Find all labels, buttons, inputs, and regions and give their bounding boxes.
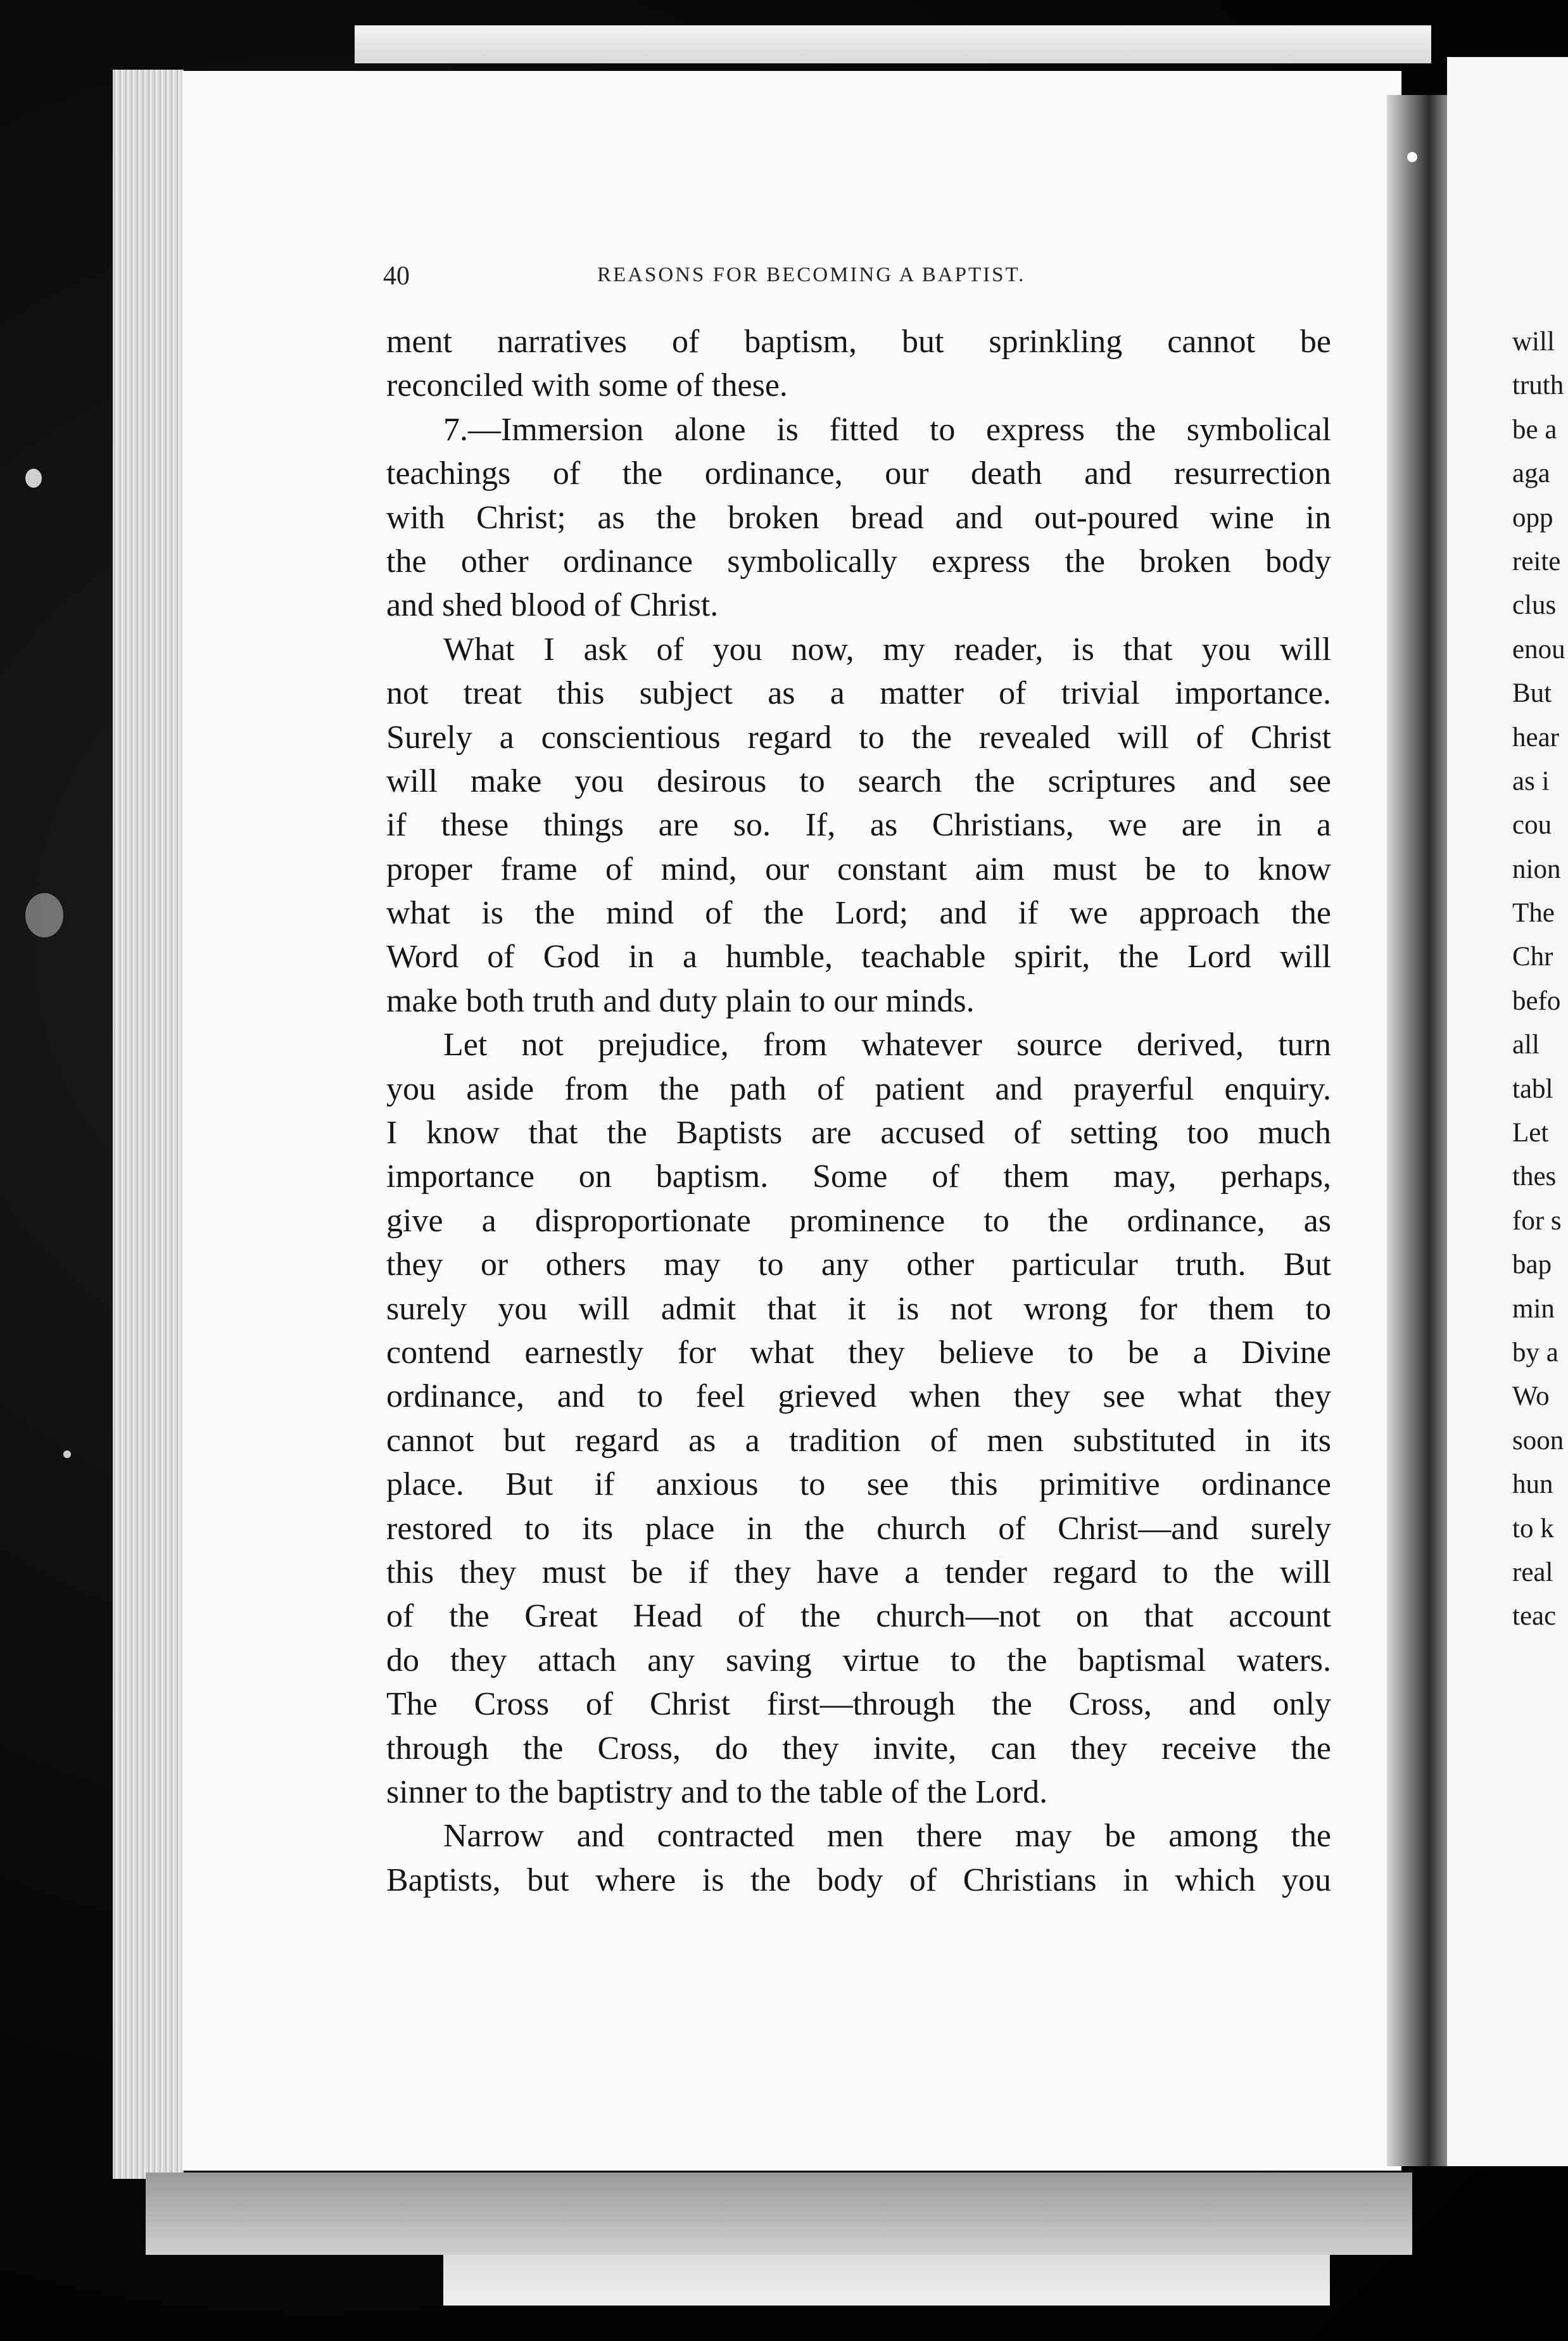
text-line: with Christ; as the broken bread and out-poured wine in (386, 499, 1331, 536)
facing-page-line: as i (1512, 766, 1550, 796)
running-head (383, 261, 1143, 296)
facing-page-line: soon (1512, 1425, 1564, 1456)
facing-page-line: But (1512, 678, 1552, 709)
facing-page-line: cou (1512, 810, 1552, 841)
text-line: will make you desirous to search the scriptures and see (386, 763, 1331, 799)
text-line: proper frame of mind, our constant aim must be to know (386, 851, 1331, 887)
facing-page-line: hear (1512, 722, 1559, 752)
facing-page-line: Let (1512, 1118, 1549, 1148)
text-line: make both truth and duty plain to our minds. (386, 982, 975, 1019)
text-line: ordinance, and to feel grieved when they see what they (386, 1378, 1331, 1415)
text-line: give a disproportionate prominence to the ordinance, as (386, 1202, 1331, 1239)
text-line: 7.—Immersion alone is fitted to express the symbolical (443, 411, 1331, 448)
facing-page-line: all (1512, 1030, 1540, 1060)
text-line: I know that the Baptists are accused of setting too much (386, 1115, 1331, 1151)
facing-page-line: befo (1512, 986, 1561, 1016)
facing-page-line: tabl (1512, 1074, 1553, 1104)
book-gutter (1387, 95, 1447, 2166)
facing-page-line: opp (1512, 502, 1553, 533)
text-line: surely you will admit that it is not wrong for them to (386, 1290, 1331, 1327)
facing-page-line: The (1512, 898, 1555, 929)
facing-page-line: nion (1512, 854, 1561, 884)
facing-page-line: Chr (1512, 942, 1553, 972)
facing-page-text (1512, 320, 1568, 1639)
text-line: Surely a conscientious regard to the revealed will of Christ (386, 719, 1331, 756)
text-line: The Cross of Christ first—through the Cross, and only (386, 1686, 1331, 1723)
text-line: of the Great Head of the church—not on that account (386, 1598, 1331, 1635)
text-line: cannot but regard as a tradition of men substituted in its (386, 1422, 1331, 1459)
text-line: contend earnestly for what they believe to be a Divine (386, 1334, 1331, 1371)
running-head-title: REASONS FOR BECOMING A BAPTIST. (597, 263, 1026, 286)
facing-page-line: aga (1512, 459, 1550, 489)
text-line: ment narratives of baptism, but sprinkling cannot be (386, 324, 1331, 360)
facing-page-line: reite (1512, 546, 1561, 576)
text-line: do they attach any saving virtue to the baptismal waters. (386, 1642, 1331, 1678)
scan-band-top (355, 25, 1431, 63)
facing-page-line: enou (1512, 634, 1565, 664)
text-line: sinner to the baptistry and to the table of the Lord. (386, 1773, 1048, 1810)
text-line: teachings of the ordinance, our death and resurrection (386, 455, 1331, 492)
text-line: you aside from the path of patient and prayerful enquiry. (386, 1070, 1331, 1107)
text-line: this they must be if they have a tender regard to the will (386, 1554, 1331, 1590)
facing-page-line: hun (1512, 1469, 1553, 1500)
page-body-text (386, 320, 1331, 1902)
text-line: Word of God in a humble, teachable spirit, the Lord will (386, 939, 1331, 975)
scan-speck (63, 1450, 71, 1458)
text-line: if these things are so. If, as Christians, we are in a (386, 807, 1331, 844)
text-line: Narrow and contracted men there may be among the (443, 1818, 1331, 1855)
text-line: what is the mind of the Lord; and if we approach the (386, 895, 1331, 932)
text-line: reconciled with some of these. (386, 367, 788, 404)
text-line: Let not prejudice, from whatever source derived, turn (443, 1027, 1331, 1063)
facing-page-line: real (1512, 1557, 1553, 1587)
text-line: the other ordinance symbolically express the broken body (386, 543, 1331, 580)
text-line: and shed blood of Christ. (386, 587, 719, 624)
text-line: not treat this subject as a matter of trivial importance. (386, 675, 1331, 712)
facing-page-line: Wo (1512, 1381, 1550, 1412)
facing-page-line: clus (1512, 590, 1557, 621)
text-line: restored to its place in the church of Christ—and surely (386, 1510, 1331, 1547)
text-line: importance on baptism. Some of them may, perhaps, (386, 1158, 1331, 1195)
text-line: they or others may to any other particular truth. But (386, 1247, 1331, 1283)
facing-page-line: to k (1512, 1513, 1554, 1544)
scan-speck (25, 893, 63, 937)
facing-page-line: by a (1512, 1337, 1559, 1367)
text-line: place. But if anxious to see this primitive ordinance (386, 1466, 1331, 1503)
facing-page-line: truth (1512, 371, 1564, 401)
page-number: 40 (383, 262, 410, 291)
facing-page-line: be a (1512, 414, 1557, 445)
text-line: through the Cross, do they invite, can they receive the (386, 1730, 1331, 1767)
facing-page-line: thes (1512, 1162, 1557, 1192)
scan-speck (1407, 152, 1417, 162)
facing-page-line: teac (1512, 1601, 1557, 1632)
text-line: Baptists, but where is the body of Christians in which you (386, 1862, 1331, 1898)
book-page-edges (113, 70, 184, 2179)
text-line: What I ask of you now, my reader, is that you will (443, 631, 1331, 668)
facing-page-line: will (1512, 327, 1555, 357)
scan-speck (25, 469, 42, 488)
scan-band-bottom (443, 2255, 1330, 2306)
facing-page-line: bap (1512, 1250, 1552, 1280)
book-bottom-edge (146, 2173, 1412, 2255)
facing-page-line: for s (1512, 1205, 1562, 1236)
facing-page-line: min (1512, 1293, 1555, 1324)
